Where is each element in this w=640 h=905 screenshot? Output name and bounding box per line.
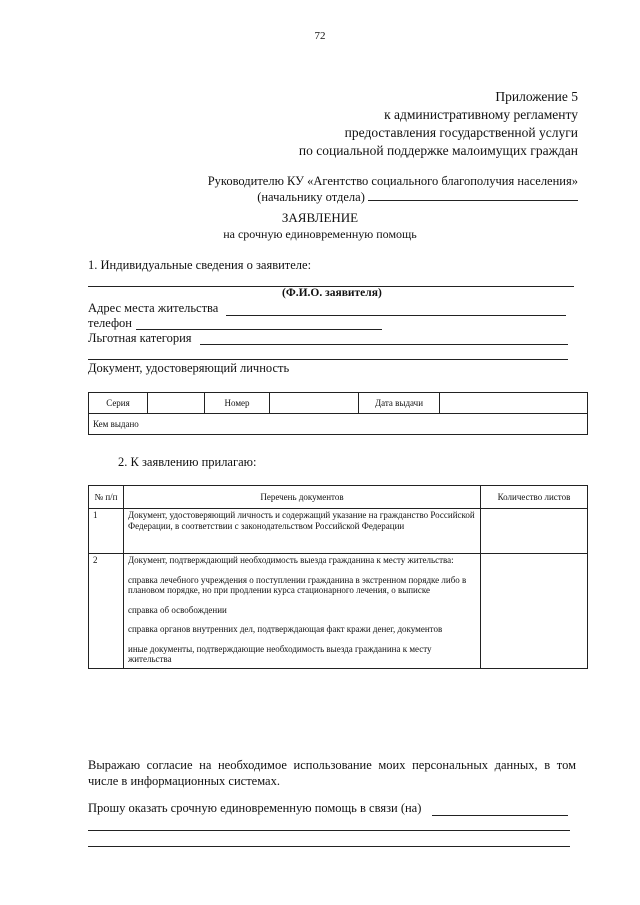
document-subtitle: на срочную единовременную помощь bbox=[223, 227, 417, 241]
consent-text: Выражаю согласие на необходимое использование моих персональных данных, в том числе в информационных системах. bbox=[88, 758, 576, 788]
number-label: Номер bbox=[205, 393, 270, 414]
addressee-block bbox=[208, 173, 578, 205]
col-no-header: № п/п bbox=[89, 486, 124, 509]
issued-by-field[interactable] bbox=[89, 414, 588, 435]
addressee-dept-label: (начальнику отдела) bbox=[257, 190, 365, 204]
col-sheets-header: Количество листов bbox=[481, 486, 588, 509]
appendix-line: по социальной поддержке малоимущих граждан bbox=[298, 143, 578, 158]
table-header-row bbox=[89, 486, 588, 509]
addressee-line: Руководителю КУ «Агентство социального благополучия населения» bbox=[207, 174, 578, 188]
table-row bbox=[89, 554, 588, 669]
document-title: ЗАЯВЛЕНИЕ bbox=[281, 210, 359, 225]
phone-field[interactable] bbox=[136, 329, 382, 330]
document-item: Документ, удостоверяющий личность и содержащий указание на гражданство Российской Федерации, в соответствии с законодательством Российской Федерации bbox=[128, 510, 475, 531]
document-item: справка лечебного учреждения о поступлении гражданина в экстренном порядке либо в плановом порядке, но при продлении курса стационарного лечения, о выписке bbox=[128, 574, 467, 595]
address-label: Адрес места жительства bbox=[88, 301, 219, 315]
appendix-line: предоставления государственной услуги bbox=[344, 125, 578, 140]
request-field-line[interactable] bbox=[88, 830, 570, 831]
section1-heading: 1. Индивидуальные сведения о заявителе: bbox=[88, 258, 312, 272]
request-field[interactable] bbox=[432, 815, 568, 816]
appendix-line: к административному регламенту bbox=[384, 107, 578, 122]
addressee-dept bbox=[208, 189, 578, 205]
issued-by-label: Кем выдано bbox=[93, 419, 139, 429]
row-number: 1 bbox=[89, 509, 124, 554]
col-list-header: Перечень документов bbox=[124, 486, 481, 509]
table-row bbox=[89, 509, 588, 554]
issue-date-field[interactable] bbox=[440, 393, 588, 414]
category-field[interactable] bbox=[200, 344, 568, 345]
attachments-table bbox=[88, 485, 588, 669]
phone-label: телефон bbox=[88, 316, 132, 330]
category-label: Льготная категория bbox=[88, 331, 192, 345]
sheets-field[interactable] bbox=[481, 554, 588, 669]
sheets-field[interactable] bbox=[481, 509, 588, 554]
series-field[interactable] bbox=[148, 393, 205, 414]
document-item: справка органов внутренних дел, подтверждающая факт кражи денег, документов bbox=[128, 624, 443, 634]
address-field[interactable] bbox=[226, 315, 566, 316]
issue-date-label: Дата выдачи bbox=[359, 393, 440, 414]
series-label: Серия bbox=[89, 393, 148, 414]
appendix-block bbox=[299, 88, 578, 160]
table-row bbox=[89, 393, 588, 414]
request-label: Прошу оказать срочную единовременную помощь в связи (на) bbox=[88, 801, 422, 815]
row-documents bbox=[124, 509, 481, 554]
document-item: иные документы, подтверждающие необходимость выезда гражданина к месту жительства bbox=[128, 643, 432, 664]
row-number: 2 bbox=[89, 554, 124, 669]
category-field-extra[interactable] bbox=[88, 359, 568, 360]
id-doc-label: Документ, удостоверяющий личность bbox=[88, 361, 290, 375]
number-field[interactable] bbox=[270, 393, 359, 414]
fio-caption: (Ф.И.О. заявителя) bbox=[282, 287, 382, 299]
request-field-line[interactable] bbox=[88, 846, 570, 847]
id-document-table bbox=[88, 392, 588, 435]
document-item: справка об освобождении bbox=[128, 604, 227, 615]
section2-heading: 2. К заявлению прилагаю: bbox=[118, 455, 257, 469]
addressee-dept-field[interactable] bbox=[368, 189, 578, 201]
document-item: Документ, подтверждающий необходимость выезда гражданина к месту жительства: bbox=[128, 555, 454, 565]
table-row bbox=[89, 414, 588, 435]
row-documents bbox=[124, 554, 481, 669]
appendix-line: Приложение 5 bbox=[495, 89, 578, 104]
page-number: 72 bbox=[314, 30, 326, 42]
